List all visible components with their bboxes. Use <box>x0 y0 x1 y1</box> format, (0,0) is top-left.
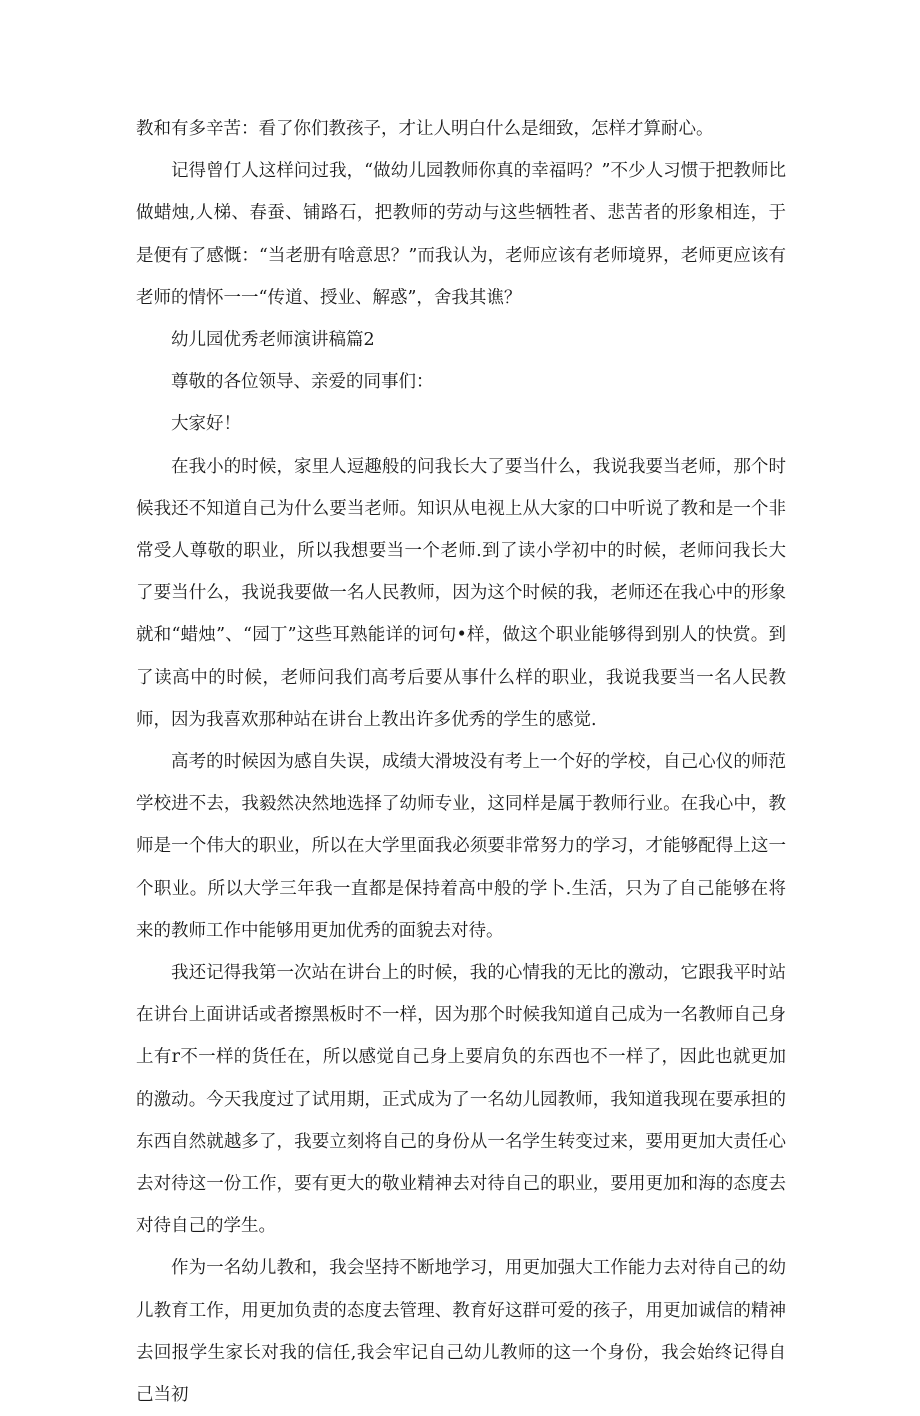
document-body <box>136 108 786 1416</box>
paragraph: 我还记得我第一次站在讲台上的时候，我的心情我的无比的激动，它跟我平时站在讲台上面讲话或者擦黑板时不一样，因为那个时候我知道自己成为一名教师自己身上有r不一样的货任在，所以感觉自己身上要肩负的东西也不一样了，因此也就更加的激动。今天我度过了试用期，正式成为了一名幼儿园教师，我知道我现在要承担的东西自然就越多了，我要立刻将自己的身份从一名学生转变过来，要用更加大责任心去对待这一份工作，要有更大的敬业精神去对待自己的职业，要用更加和海的态度去对待自己的学生。 <box>136 963 786 1237</box>
salutation: 尊敬的各位领导、亲爱的同事们： <box>171 372 434 393</box>
paragraph: 在我小的时候，家里人逗趣般的问我长大了要当什么，我说我要当老师，那个时候我还不知道自己为什么要当老师。知识从电视上从大家的口中听说了教和是一个非常受人尊敬的职业，所以我想要当一个老师.到了读小学初中的时候，老师问我长大了要当什么，我说我要做一名人民教师，因为这个时候的我，老师还在我心中的形象就和“蜡烛”、“园丁”这些耳熟能详的诃句•样，做这个职业能够得到别人的快赏。到了读高中的时候，老师问我们高考后要从事什么样的职业，我说我要当一名人民教师，因为我喜欢那种站在讲台上教出许多优秀的学生的感觉. <box>136 456 786 730</box>
section-heading: 幼儿园优秀老师演讲稿篇2 <box>171 330 375 351</box>
greeting: 大家好！ <box>171 414 241 435</box>
paragraph: 教和有多辛苦：看了你们教孩子，才让人明白什么是细致，怎样才算耐心。 <box>136 119 714 139</box>
paragraph: 作为一名幼儿教和，我会坚持不断地学习，用更加强大工作能力去对待自己的幼儿教育工作，用更加负责的态度去管理、教育好这群可爱的孩子，用更加诚信的精神去回报学生家长对我的信任,我会牢记自己幼儿教师的这一个身份，我会始终记得自己当初 <box>136 1258 786 1406</box>
paragraph: 高考的时候因为感自失误，成绩大滑坡没有考上一个好的学校，自己心仪的师范学校进不去，我毅然决然地选择了幼师专业，这同样是属于教师行业。在我心中，教师是一个伟大的职业，所以在大学里面我必须要非常努力的学习，才能够配得上这一个职业。所以大学三年我一直都是保持着高中般的学卜.生活，只为了自己能够在将来的教师工作中能够用更加优秀的面貌去对待。 <box>136 752 786 941</box>
paragraph: 记得曾仃人这样问过我，“做幼儿园教师你真的幸福吗？”不少人习惯于把教师比做蜡烛,人梯、春蚕、铺路石，把教师的劳动与这些牺牲者、悲苦者的形象相连，于是便有了感慨：“当老册有啥意思？”而我认为，老师应该有老师境界，老师更应该有老师的情怀一一“传道、授业、解惑”，舍我其谯？ <box>136 161 786 308</box>
